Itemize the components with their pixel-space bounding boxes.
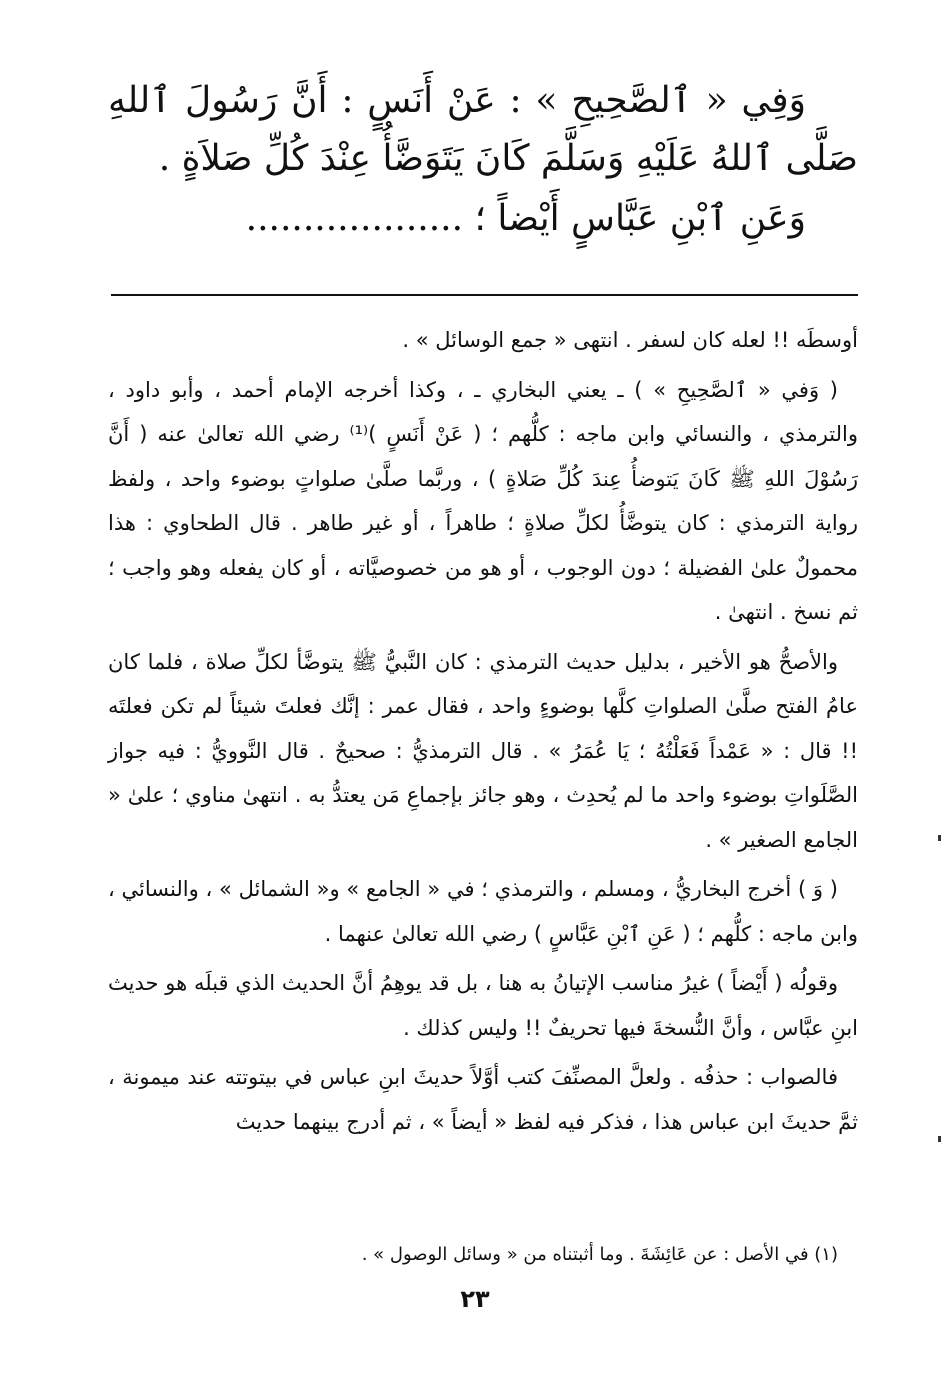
commentary-block bbox=[108, 318, 858, 1149]
ellipsis-dots: ................... bbox=[245, 198, 464, 239]
main-text-segment: وَعَنِ ٱبْنِ عَبَّاسٍ أَيْضاً ؛ bbox=[474, 198, 806, 239]
commentary-paragraph: ( وَ ) أخرج البخاريُّ ، ومسلم ، والترمذي ؛ في « الجامع » و« الشمائل » ، والنسائي ، وابن ماجه : كلُّهم ؛ ( عَنِ ٱبْنِ عَبَّاسٍ ) رضي الله تعالىٰ عنهما . bbox=[108, 877, 858, 946]
margin-mark bbox=[938, 1136, 941, 1142]
separator-rule bbox=[111, 294, 858, 296]
footnote: (١) في الأصل : عن عَائِشَةَ . وما أثبتناه من « وسائل الوصول » . bbox=[361, 1244, 838, 1265]
main-text-line bbox=[108, 190, 858, 248]
main-text-block bbox=[108, 72, 858, 248]
commentary-paragraph: فالصواب : حذفُه . ولعلَّ المصنِّفَ كتب أوَّلاً حديثَ ابنِ عباس في بيتوتته عند ميمونة ، ثمَّ حديثَ ابن عباس هذا ، فذكر فيه لفظ « أيضاً » ، ثم أدرج بينهما حديث bbox=[108, 1065, 858, 1134]
margin-mark bbox=[938, 835, 941, 841]
page-number: ٢٣ bbox=[460, 1285, 490, 1313]
commentary-paragraph: وقولُه ( أَيْضاً ) غيرُ مناسب الإتيانُ به هنا ، بل قد يوهِمُ أنَّ الحديث الذي قبلَه هو حديث ابنِ عبَّاس ، وأنَّ النُّسخةَ فيها تحريفٌ !! وليس كذلك . bbox=[108, 971, 858, 1040]
commentary-paragraph: ( وَفي « ٱلصَّحِيحِ » ) ـ يعني البخاري ـ ، وكذا أخرجه الإمام أحمد ، وأبو داود ، والترمذي ، والنسائي وابن ماجه : كلُّهم ؛ ( عَنْ أَنَسٍ )⁽¹⁾ رضي الله تعالىٰ عنه ( أَنَّ رَسُوْلَ اللهِ ﷺ كَانَ يَتوضأُ عِندَ كُلِّ صَلاةٍ ) ، وربَّما صلَّىٰ صلواتٍ بوضوء واحد ، ولفظ رواية الترمذي : كان يتوضَّأُ لكلِّ صلاةٍ ؛ طاهراً ، أو غير طاهر . قال الطحاوي : هذا محمولٌ علىٰ الفضيلة ؛ دون الوجوب ، أو هو من خصوصيَّاته ، أو كان يفعله وهو واجب ؛ ثم نسخ . انتهىٰ . bbox=[108, 377, 859, 624]
main-text-line: وَفِي « ٱلصَّحِيحِ » : عَنْ أَنَسٍ : أَنَّ رَسُولَ ٱللهِ صَلَّى ٱللهُ عَلَيْهِ وَسَلَّمَ كَانَ يَتَوَضَّأُ عِنْدَ كُلِّ صَلاَةٍ . bbox=[108, 80, 858, 179]
commentary-paragraph: أوسطَه !! لعله كان لسفر . انتهى « جمع الوسائل » . bbox=[402, 328, 858, 352]
commentary-paragraph: والأصحُّ هو الأخير ، بدليل حديث الترمذي : كان النَّبيُّ ﷺ يتوضَّأ لكلِّ صلاة ، فلما كان عامُ الفتح صلَّىٰ الصلواتِ كلَّها بوضوءٍ واحد ، فقال عمر : إنَّك فعلتَ شيئاً لم تكن فعلتَه !! قال : « عَمْداً فَعَلْتُهُ ؛ يَا عُمَرُ » . قال الترمذيُّ : صحيحٌ . قال النَّوويُّ : فيه جواز الصَّلَواتِ بوضوء واحد ما لم يُحدِث ، وهو جائز بإجماعِ مَن يعتدُّ به . انتهىٰ مناوي ؛ علىٰ « الجامع الصغير » . bbox=[108, 649, 858, 852]
